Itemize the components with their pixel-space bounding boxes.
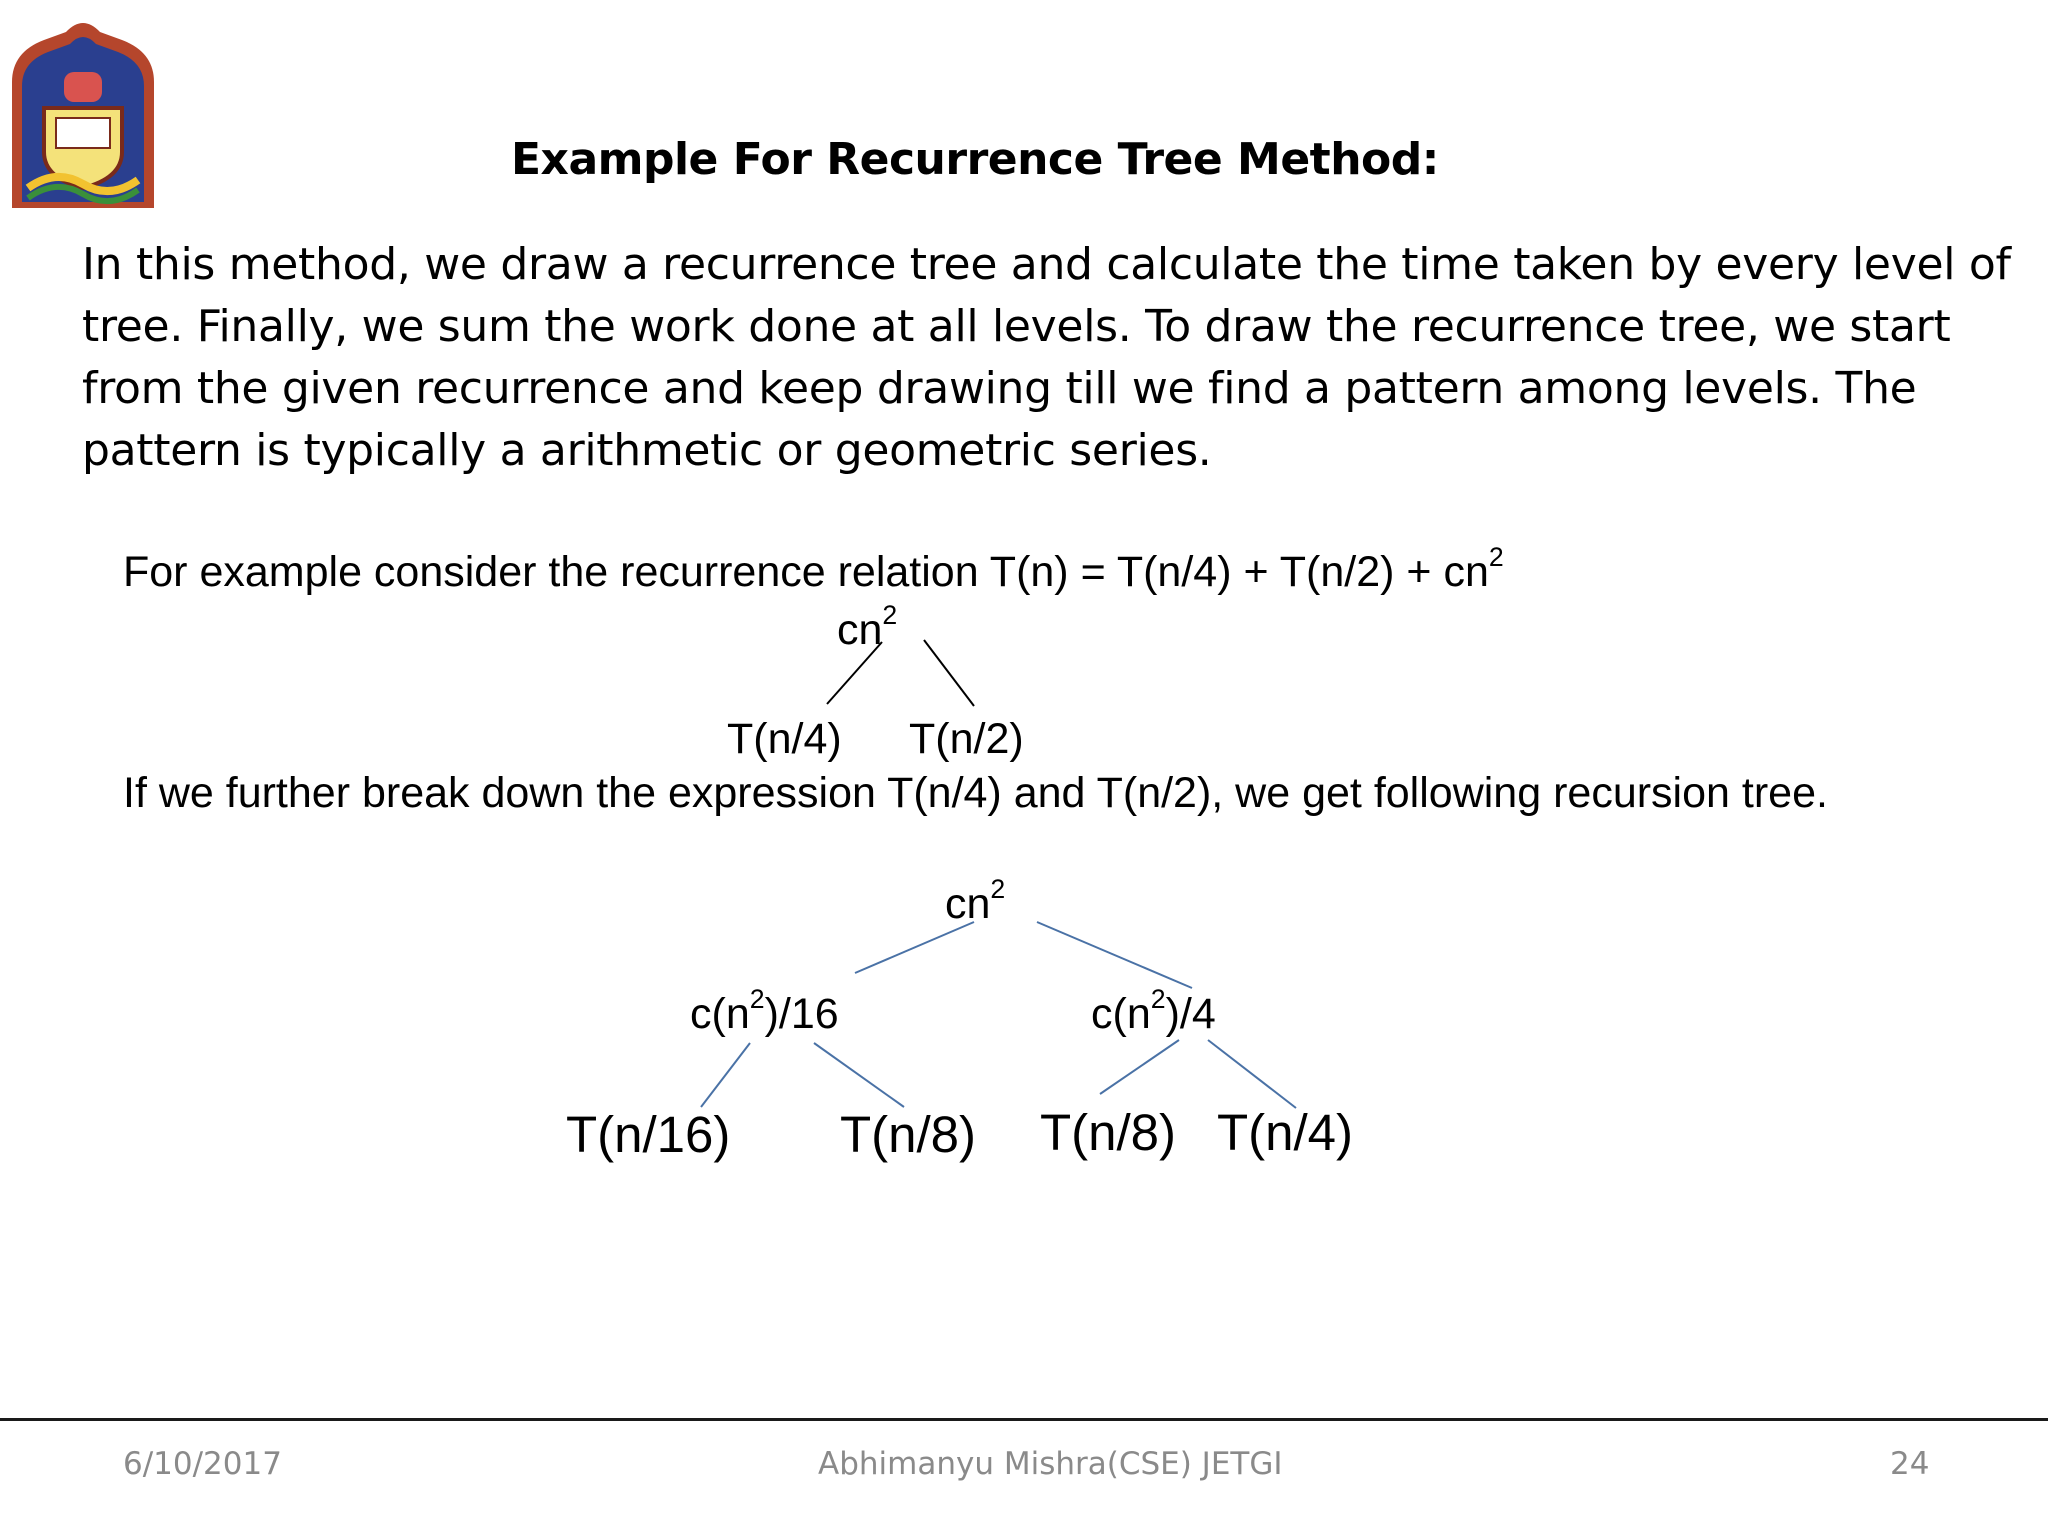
- recurrence-relation-text: For example consider the recurrence relation T(n) = T(n/4) + T(n/2) + cn: [123, 548, 1489, 596]
- tree2-edge-left-leaf2: [814, 1043, 904, 1107]
- tree2-leaf-2: T(n/8): [840, 1106, 977, 1163]
- tree2-edge-right-leaf2: [1208, 1040, 1296, 1108]
- tree2-root: [945, 874, 1006, 929]
- tree2-leaf-4: T(n/4): [1217, 1104, 1354, 1161]
- tree2-left-pre: c(n: [690, 990, 750, 1038]
- tree1-root-base: cn: [837, 606, 883, 654]
- slide-title: Example For Recurrence Tree Method:: [511, 134, 1439, 185]
- tree2-right-pre: c(n: [1091, 990, 1151, 1038]
- tree2-right-exponent: 2: [1150, 984, 1166, 1015]
- tree1-root-exponent: 2: [882, 600, 898, 631]
- tree2-edge-root-left: [855, 922, 974, 973]
- tree1-root: [837, 600, 898, 655]
- tree2-edge-left-leaf1: [701, 1043, 750, 1107]
- footer-divider: [0, 1418, 2048, 1421]
- tree2-edge-right-leaf1: [1100, 1040, 1179, 1094]
- tree1-edge-right: [924, 640, 974, 706]
- break-down-text: If we further break down the expression T(n/4) and T(n/2), we get following recursion tree.: [123, 769, 1828, 817]
- tree2-root-exponent: 2: [990, 874, 1006, 905]
- tree2-leaf-1: T(n/16): [566, 1106, 731, 1163]
- recurrence-relation-exponent: 2: [1488, 542, 1504, 573]
- tree2-left-exponent: 2: [749, 984, 765, 1015]
- tree2-root-base: cn: [945, 880, 991, 928]
- tree2-left-node: [690, 984, 839, 1039]
- tree2-edge-root-right: [1037, 922, 1192, 988]
- footer-page-number: 24: [1890, 1446, 1930, 1482]
- intro-paragraph: In this method, we draw a recurrence tree and calculate the time taken by every level of tree. Finally, we sum the work done at all levels. To draw the recurrence tree, we start from the given recurrence and keep drawing till we find a pattern among levels. The pattern is typically a arithmetic or geometric series.: [82, 239, 2011, 476]
- footer-author: Abhimanyu Mishra(CSE) JETGI: [818, 1446, 1283, 1482]
- footer-date: 6/10/2017: [123, 1446, 282, 1482]
- tree1-left-node: T(n/4): [727, 715, 842, 763]
- tree1-right-node: T(n/2): [909, 715, 1024, 763]
- tree2-right-post: )/4: [1165, 990, 1216, 1038]
- tree2-leaf-3: T(n/8): [1040, 1104, 1177, 1161]
- tree2-left-post: )/16: [764, 990, 839, 1038]
- tree2-right-node: [1091, 984, 1216, 1039]
